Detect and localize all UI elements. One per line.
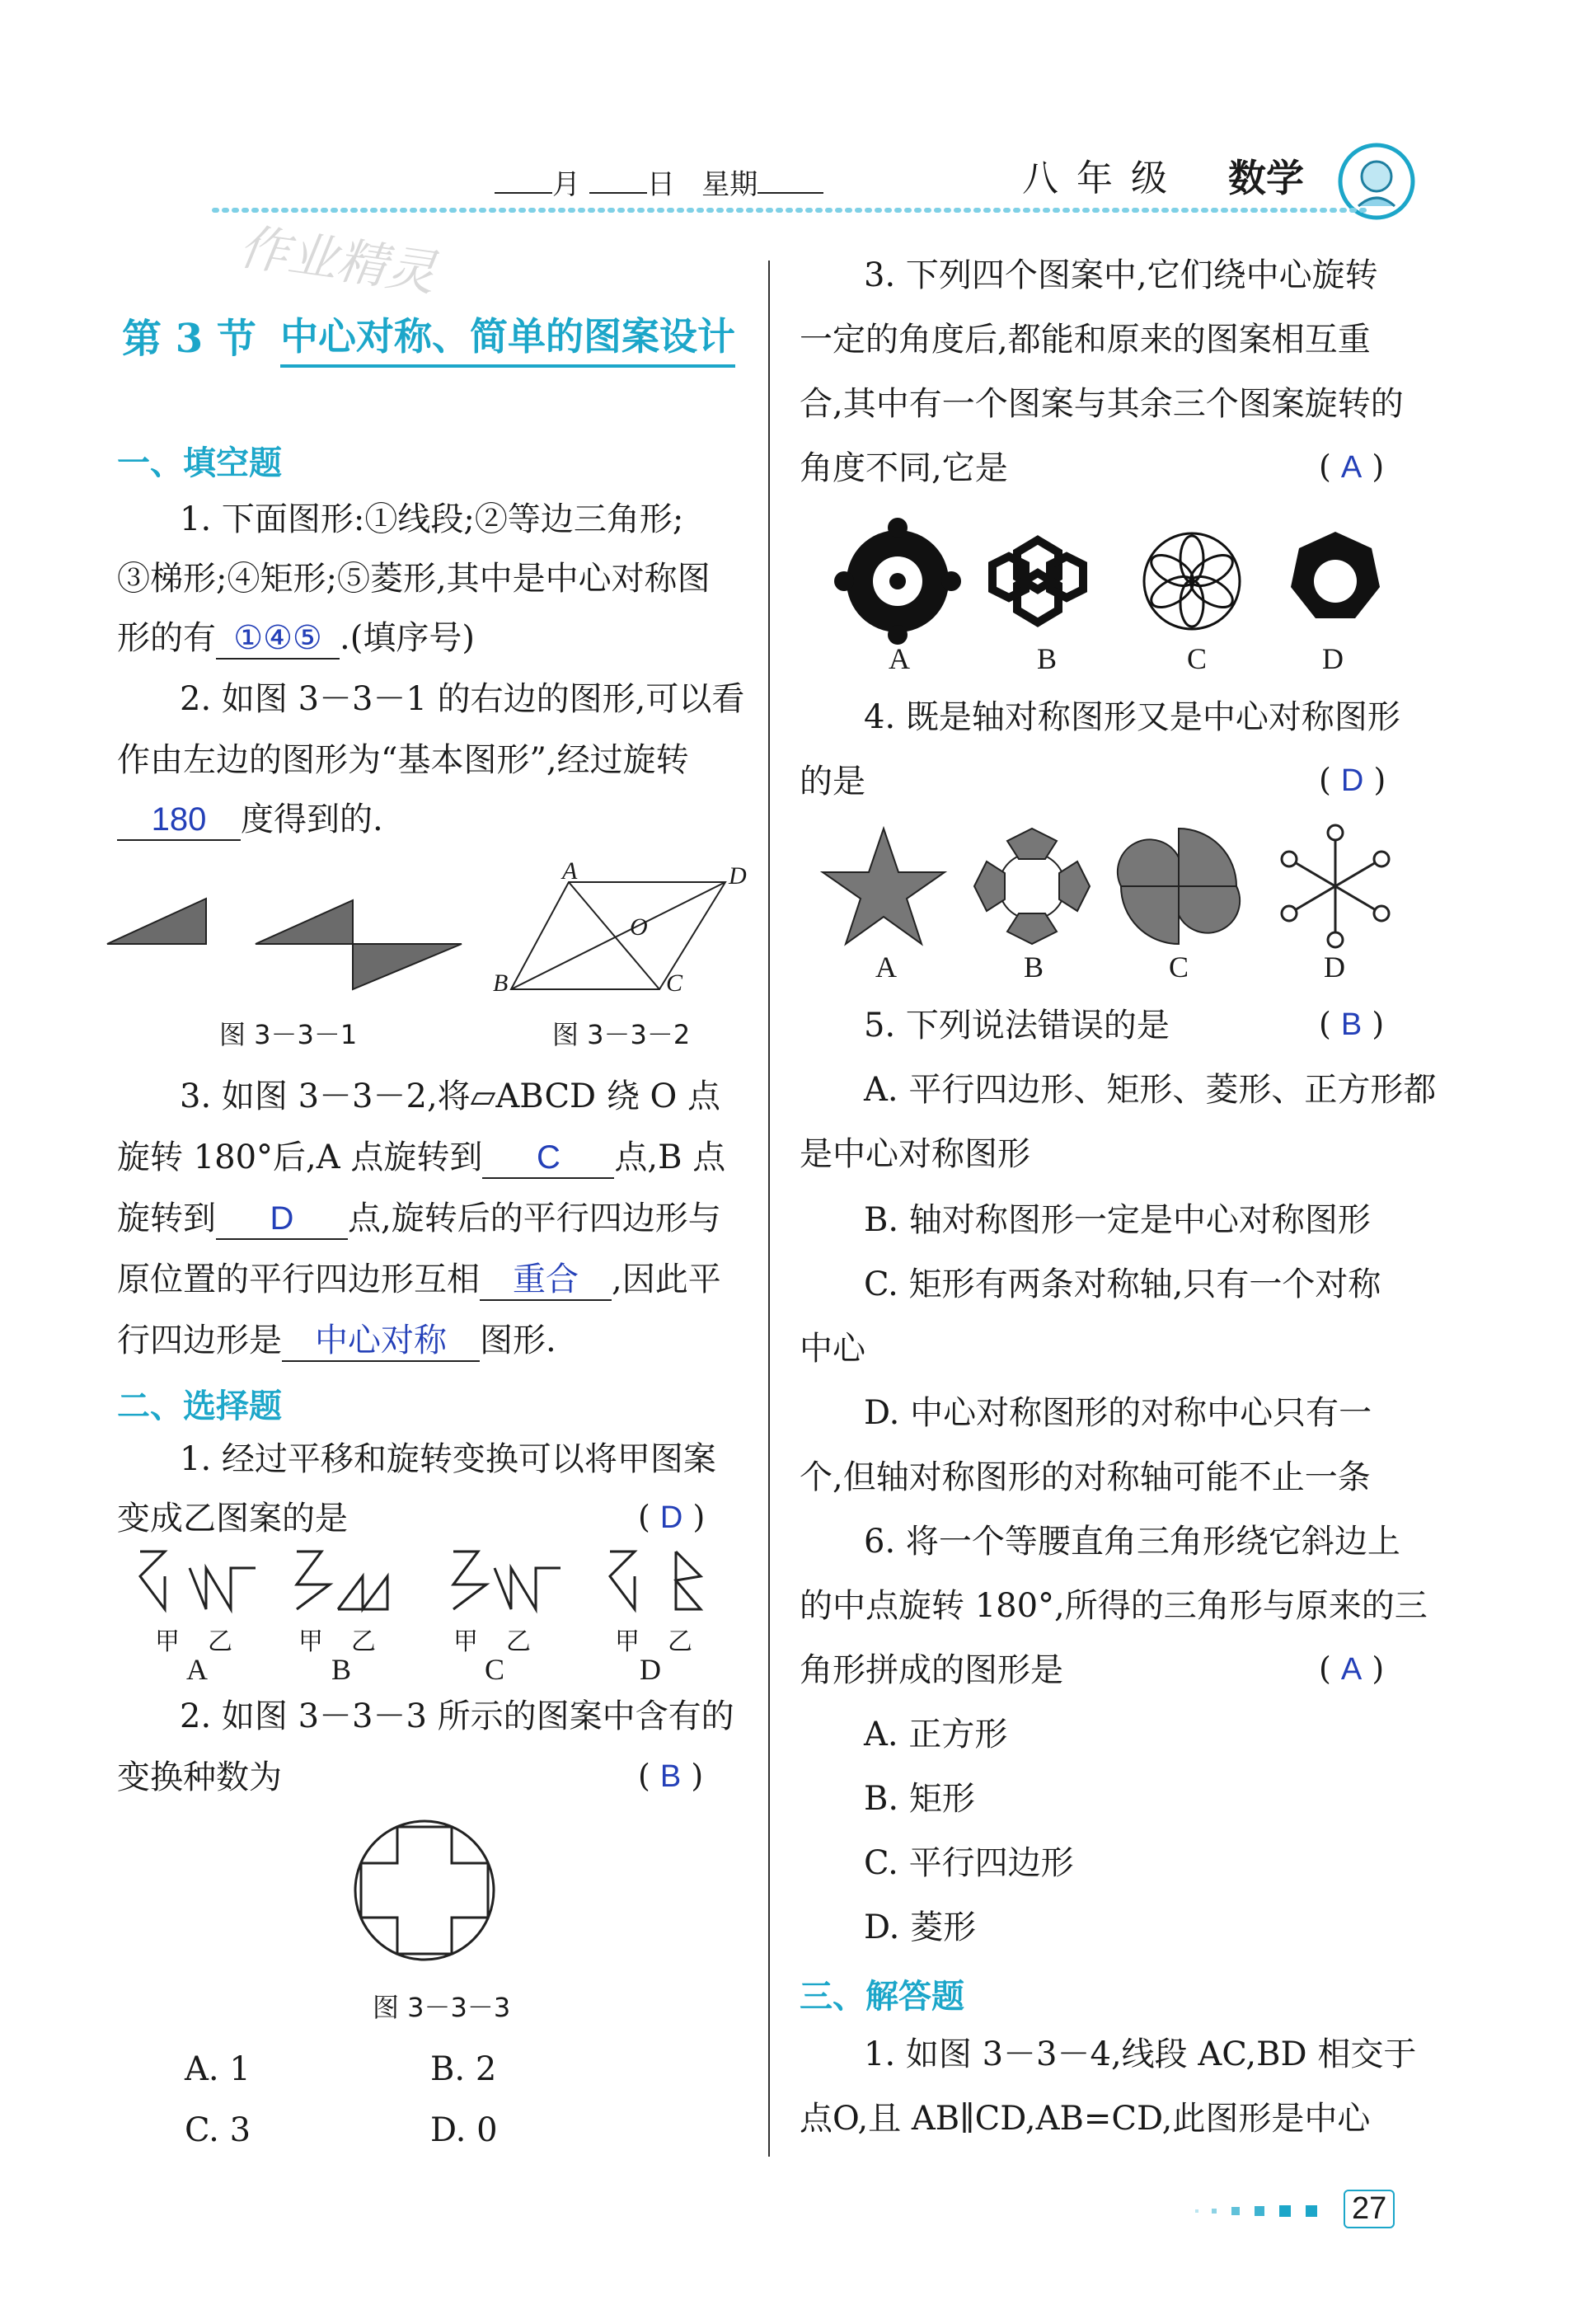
grade-label bbox=[1022, 148, 1185, 201]
fill-q1-line2: ③梯形;④矩形;⑤菱形,其中是中心对称图 bbox=[117, 560, 711, 598]
fill-q3-text-e: 原位置的平行四边形互相 bbox=[117, 1261, 480, 1298]
choice-q2-opt-A: A. 1 bbox=[185, 2050, 251, 2088]
choice-q1-paren: ( D ) bbox=[638, 1499, 706, 1535]
fill-q3-text-a: 旋转 180°后,A 点旋转到 bbox=[117, 1139, 483, 1176]
choice-q1-opt-A: A bbox=[186, 1653, 208, 1686]
choice-q1-line1: 1. 经过平移和旋转变换可以将甲图案 bbox=[180, 1440, 716, 1478]
figure-3-3-1 bbox=[107, 890, 486, 998]
figure-3-3-1-caption: 图 3－3－1 bbox=[219, 1019, 358, 1050]
fill-q2-line3 bbox=[117, 800, 383, 841]
choice-q5-B: B. 轴对称图形一定是中心对称图形 bbox=[864, 1201, 1371, 1239]
solve-q1-line1: 1. 如图 3－3－4,线段 AC,BD 相交于 bbox=[864, 2035, 1417, 2073]
choice-q6-line2: 的中点旋转 180°,所得的三角形与原来的三 bbox=[800, 1587, 1428, 1625]
fig2-label-O: O bbox=[630, 913, 648, 941]
fill-q2-line2: 作由左边的图形为“基本图形”,经过旋转 bbox=[117, 741, 689, 779]
fill-q3-line4 bbox=[117, 1260, 721, 1301]
choice-q4-opt-D: D bbox=[1324, 951, 1345, 984]
choice-q1-yi-C: 乙 bbox=[506, 1627, 531, 1656]
choice-q5-answer: B bbox=[1340, 1007, 1363, 1042]
choice-q2-paren: ( B ) bbox=[638, 1758, 704, 1794]
footer-dots bbox=[1195, 2203, 1327, 2219]
section-number: 第 3 节 bbox=[122, 316, 256, 362]
choice-q1-opt-B: B bbox=[331, 1653, 352, 1686]
choice-q3-line4: 角度不同,它是 bbox=[800, 449, 1008, 487]
choice-q1-opt-C: C bbox=[485, 1653, 505, 1686]
choice-q3-figures bbox=[836, 519, 1396, 643]
header-dotted-rule bbox=[214, 206, 1368, 214]
choice-q4-figures bbox=[824, 824, 1401, 956]
choice-q6-paren: ( A ) bbox=[1319, 1650, 1385, 1687]
section-title: 中心对称、简单的图案设计 bbox=[280, 307, 735, 368]
choice-q4-line2: 的是 bbox=[800, 763, 865, 800]
fig2-label-B: B bbox=[493, 970, 509, 997]
figure-3-3-2-caption: 图 3－3－2 bbox=[552, 1019, 691, 1050]
choice-q5-A2: 是中心对称图形 bbox=[800, 1135, 1030, 1173]
column-divider bbox=[768, 261, 770, 2157]
choice-q1-opt-D: D bbox=[640, 1653, 661, 1686]
choice-q2-opt-B: B. 2 bbox=[430, 2050, 497, 2088]
watermark-text: 作业精灵 bbox=[235, 218, 440, 303]
page-number: 27 bbox=[1344, 2190, 1395, 2228]
grade-char-1: 八 bbox=[1022, 157, 1076, 200]
choice-q1-jia-D: 甲 bbox=[615, 1627, 640, 1656]
choice-q5-C2: 中心 bbox=[800, 1330, 865, 1368]
choice-q4-opt-C: C bbox=[1169, 951, 1189, 984]
choice-q1-jia-C: 甲 bbox=[453, 1627, 478, 1656]
choice-heading: 二、选择题 bbox=[117, 1387, 282, 1425]
date-line bbox=[495, 162, 823, 202]
choice-q6-opt-B: B. 矩形 bbox=[864, 1780, 975, 1818]
choice-q6-opt-A: A. 正方形 bbox=[864, 1716, 1008, 1754]
choice-q3-line3: 合,其中有一个图案与其余三个图案旋转的 bbox=[800, 385, 1404, 423]
fill-q3-line5 bbox=[117, 1321, 556, 1362]
fig2-label-D: D bbox=[729, 862, 747, 890]
choice-q4-opt-A: A bbox=[875, 951, 897, 984]
choice-q5-A1: A. 平行四边形、矩形、菱形、正方形都 bbox=[864, 1071, 1437, 1109]
fill-q2-suffix: 度得到的. bbox=[241, 800, 383, 838]
choice-q1-yi-A: 乙 bbox=[208, 1627, 232, 1656]
choice-q1-answer: D bbox=[659, 1500, 683, 1535]
choice-q2-opt-C: C. 3 bbox=[185, 2111, 251, 2149]
fill-q3-answer-2: D bbox=[216, 1199, 348, 1240]
day-label: 日 bbox=[646, 168, 675, 201]
solve-q1-line2: 点O,且 AB∥CD,AB=CD,此图形是中心 bbox=[800, 2100, 1371, 2138]
fill-q3-text-f: ,因此平 bbox=[612, 1261, 721, 1298]
choice-q2-opt-D: D. 0 bbox=[430, 2111, 498, 2149]
figure-3-3-3-caption: 图 3－3－3 bbox=[373, 1992, 511, 2023]
weekday-label: 星期 bbox=[701, 168, 758, 201]
fill-q3-text-h: 图形. bbox=[480, 1322, 556, 1359]
choice-q4-opt-B: B bbox=[1024, 951, 1044, 984]
fill-q3-text-g: 行四边形是 bbox=[117, 1322, 282, 1359]
choice-q2-answer: B bbox=[659, 1759, 682, 1794]
fill-q1-line1: 1. 下面图形:①线段;②等边三角形; bbox=[180, 500, 684, 538]
subject-label: 数学 bbox=[1228, 156, 1304, 200]
month-label: 月 bbox=[552, 168, 580, 201]
figure-3-3-2 bbox=[495, 874, 742, 1006]
fill-q3-answer-3: 重合 bbox=[480, 1260, 612, 1301]
fill-q2-line1: 2. 如图 3－3－1 的右边的图形,可以看 bbox=[180, 680, 745, 718]
choice-q5-C1: C. 矩形有两条对称轴,只有一个对称 bbox=[864, 1265, 1381, 1303]
fill-q3-answer-4: 中心对称 bbox=[282, 1321, 480, 1362]
choice-q2-line1: 2. 如图 3－3－3 所示的图案中含有的 bbox=[180, 1697, 734, 1735]
choice-q5-D1: D. 中心对称图形的对称中心只有一 bbox=[864, 1394, 1372, 1432]
fill-q1-line3 bbox=[117, 618, 475, 660]
choice-q6-line1: 6. 将一个等腰直角三角形绕它斜边上 bbox=[864, 1523, 1400, 1561]
choice-q3-line1: 3. 下列四个图案中,它们绕中心旋转 bbox=[864, 256, 1378, 294]
choice-q6-opt-D: D. 菱形 bbox=[864, 1908, 977, 1946]
choice-q1-figures bbox=[132, 1543, 742, 1626]
fill-q1-answer: ①④⑤ bbox=[216, 618, 340, 660]
fill-heading: 一、填空题 bbox=[117, 444, 282, 482]
choice-q3-opt-C: C bbox=[1187, 642, 1208, 675]
figure-3-3-3 bbox=[353, 1819, 496, 1962]
choice-q5-D2: 个,但轴对称图形的对称轴可能不止一条 bbox=[800, 1458, 1371, 1496]
choice-q4-paren: ( D ) bbox=[1319, 762, 1386, 798]
fig2-label-A: A bbox=[562, 857, 578, 885]
fill-q3-text-d: 点,旋转后的平行四边形与 bbox=[348, 1200, 721, 1237]
choice-q3-opt-B: B bbox=[1037, 642, 1058, 675]
choice-q1-line2: 变成乙图案的是 bbox=[117, 1500, 348, 1538]
choice-q1-jia-A: 甲 bbox=[155, 1627, 180, 1656]
solve-heading: 三、解答题 bbox=[800, 1978, 964, 2016]
choice-q4-answer: D bbox=[1340, 763, 1364, 798]
choice-q5-line1: 5. 下列说法错误的是 bbox=[864, 1007, 1170, 1045]
choice-q3-opt-A: A bbox=[889, 642, 910, 675]
fill-q2-answer: 180 bbox=[117, 800, 241, 841]
fig2-label-C: C bbox=[666, 970, 683, 997]
fill-q3-line3 bbox=[117, 1199, 721, 1240]
fill-q1-prefix: 形的有 bbox=[117, 619, 216, 657]
fill-q1-suffix: .(填序号) bbox=[340, 619, 475, 657]
choice-q3-paren: ( A ) bbox=[1319, 448, 1385, 485]
choice-q5-paren: ( B ) bbox=[1319, 1006, 1385, 1042]
choice-q1-yi-D: 乙 bbox=[668, 1627, 692, 1656]
choice-q1-yi-B: 乙 bbox=[351, 1627, 376, 1656]
fill-q3-text-b: 点,B 点 bbox=[614, 1139, 726, 1176]
choice-q4-line1: 4. 既是轴对称图形又是中心对称图形 bbox=[864, 698, 1400, 736]
choice-q6-answer: A bbox=[1340, 1652, 1363, 1687]
choice-q2-line2: 变换种数为 bbox=[117, 1758, 282, 1796]
grade-char-3: 级 bbox=[1131, 157, 1185, 200]
fill-q3-line2 bbox=[117, 1138, 725, 1179]
fill-q3-answer-1: C bbox=[482, 1138, 614, 1179]
choice-q1-jia-B: 甲 bbox=[298, 1627, 323, 1656]
fill-q3-line1: 3. 如图 3－3－2,将▱ABCD 绕 O 点 bbox=[180, 1077, 721, 1115]
choice-q3-line2: 一定的角度后,都能和原来的图案相互重 bbox=[800, 321, 1371, 359]
choice-q6-opt-C: C. 平行四边形 bbox=[864, 1844, 1074, 1882]
fill-q3-text-c: 旋转到 bbox=[117, 1200, 216, 1237]
choice-q3-opt-D: D bbox=[1322, 642, 1344, 675]
grade-char-2: 年 bbox=[1076, 157, 1131, 200]
choice-q3-answer: A bbox=[1340, 450, 1363, 485]
choice-q6-line3: 角形拼成的图形是 bbox=[800, 1651, 1063, 1689]
